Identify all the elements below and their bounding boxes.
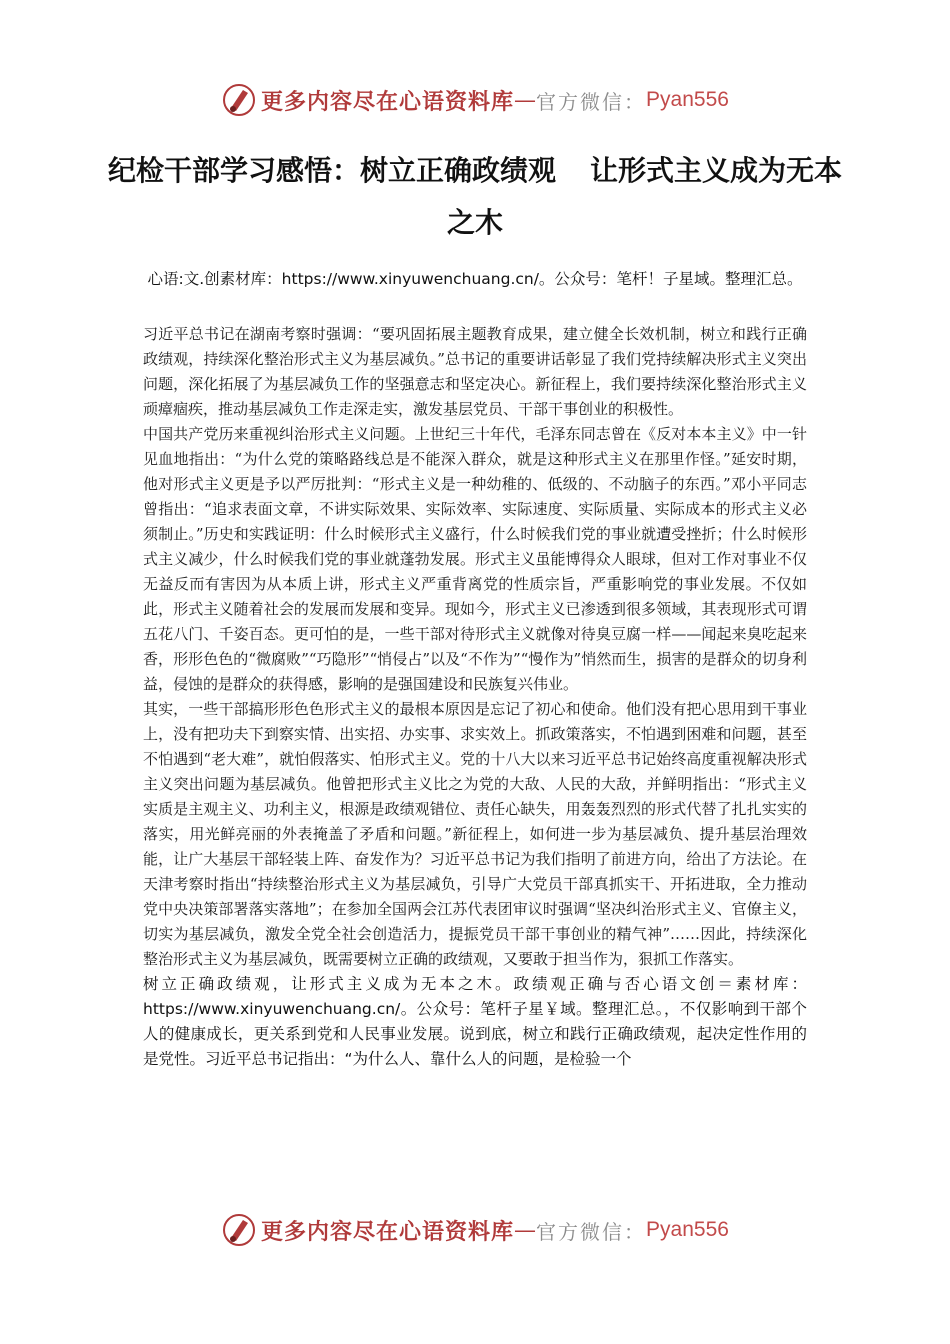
body-paragraph: 中国共产党历来重视纠治形式主义问题。上世纪三十年代，毛泽东同志曾在《反对本本主义》中一针见血地指出：“为什么党的策略路线总是不能深入群众，就是这种形式主义在那里作怪。”延安时期，他对形式主义更是予以严厉批判：“形式主义是一种幼稚的、低级的、不动脑子的东西。”邓小平同志曾指出：“追求表面文章，不讲实际效果、实际效率、实际速度、实际质量、实际成本的形式主义必须制止。”历史和实践证明：什么时候形式主义盛行，什么时候我们党的事业就遭受挫折；什么时候形式主义减少，什么时候我们党的事业就蓬勃发展。形式主义虽能博得众人眼球，但对工作对事业不仅无益反而有害因为从本质上讲，形式主义严重背离党的性质宗旨，严重影响党的事业发展。不仅如此，形式主义随着社会的发展而发展和变异。现如今，形式主义已渗透到很多领域，其表现形式可谓五花八门、千姿百态。更可怕的是，一些干部对待形式主义就像对待臭豆腐一样——闻起来臭吃起来香，形形色色的“微腐败”“巧隐形”“悄侵占”以及“不作为”“慢作为”悄然而生，损害的是群众的切身利益，侵蚀的是群众的获得感，影响的是强国建设和民族复兴伟业。	[143, 425, 807, 693]
footer-banner	[0, 1208, 950, 1252]
header-banner	[0, 78, 950, 122]
banner-wechat-id: Pyan556	[646, 1218, 729, 1241]
body-paragraph: 习近平总书记在湖南考察时强调：“要巩固拓展主题教育成果，建立健全长效机制，树立和践行正确政绩观，持续深化整治形式主义为基层减负。”总书记的重要讲话彰显了我们党持续解决形式主义突出问题，深化拓展了为基层减负工作的坚强意志和坚定决心。新征程上，我们要持续深化整治形式主义顽瘴痼疾，推动基层减负工作走深走实，激发基层党员、干部干事创业的积极性。	[143, 325, 807, 418]
body-paragraph: 其实，一些干部搞形形色色形式主义的最根本原因是忘记了初心和使命。他们没有把心思用到干事业上，没有把功夫下到察实情、出实招、办实事、求实效上。抓政策落实，不怕遇到困难和问题，甚至不怕遇到“老大难”，就怕假落实、怕形式主义。党的十八大以来习近平总书记始终高度重视解决形式主义突出问题为基层减负。他曾把形式主义比之为党的大敌、人民的大敌，并鲜明指出：“形式主义实质是主观主义、功利主义，根源是政绩观错位、责任心缺失，用轰轰烈烈的形式代替了扎扎实实的落实，用光鲜亮丽的外表掩盖了矛盾和问题。”新征程上，如何进一步为基层减负、提升基层治理效能，让广大基层干部轻装上阵、奋发作为？习近平总书记为我们指明了前进方向，给出了方法论。在天津考察时指出“持续整治形式主义为基层减负，引导广大党员干部真抓实干、开拓进取，全力推动党中央决策部署落实落地”；在参加全国两会江苏代表团审议时强调“坚决纠治形式主义、官僚主义，切实为基层减负，激发全党全社会创造活力，提振党员干部干事创业的精气神”……因此，持续深化整治形式主义为基层减负，既需要树立正确的政绩观，又要敢于担当作为，狠抓工作落实。	[143, 700, 807, 968]
title-part1: 纪检干部学习感悟：树立正确政绩观	[107, 154, 556, 187]
banner-official-label: 官方微信：	[536, 89, 647, 114]
banner-official-label: 官方微信：	[536, 1219, 647, 1244]
pen-ink-logo-icon	[221, 82, 257, 118]
banner-dash: —	[514, 1217, 537, 1243]
document-title	[100, 145, 850, 249]
banner-wechat-id: Pyan556	[646, 88, 729, 111]
pen-ink-logo-icon	[221, 1212, 257, 1248]
body-paragraph: 树立正确政绩观，让形式主义成为无本之木。政绩观正确与否心语文创＝素材库：https://www.xinyuwenchuang.cn/。公众号：笔杆子星￥域。整理汇总。，不仅影响到干部个人的健康成长，更关系到党和人民事业发展。说到底，树立和践行正确政绩观，起决定性作用的是党性。习近平总书记指出：“为什么人、靠什么人的问题，是检验一个	[143, 975, 807, 1068]
title-part2: 让形式主义成为无本之木	[446, 154, 843, 239]
banner-dash: —	[514, 87, 537, 113]
banner-text: 更多内容尽在心语资料库	[261, 1218, 515, 1245]
banner-text: 更多内容尽在心语资料库	[261, 88, 515, 115]
source-note: 心语:文.创素材库：https://www.xinyuwenchuang.cn/。公众号：笔杆！子星域。整理汇总。	[147, 270, 803, 288]
document-body	[143, 322, 807, 1072]
